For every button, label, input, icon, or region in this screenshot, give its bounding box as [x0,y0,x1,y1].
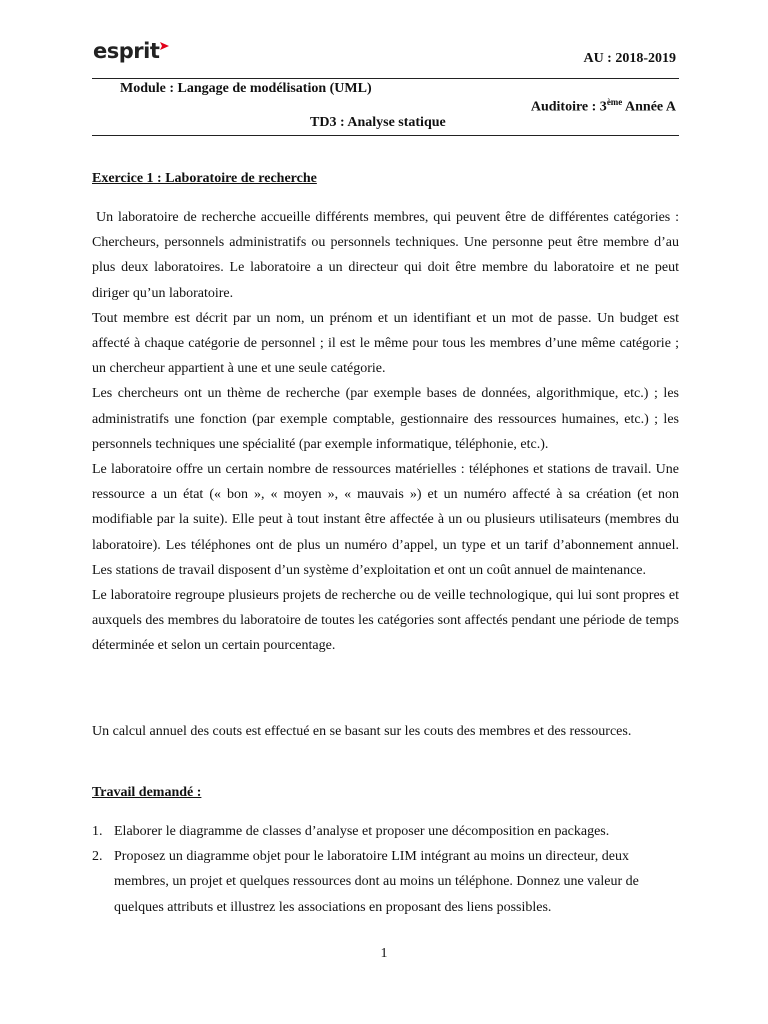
task-list [92,819,679,920]
page-number: 1 [380,946,388,961]
list-item [92,819,679,844]
calcul-paragraph: Un calcul annuel des couts est effectué en se basant sur les couts des membres et des ressources. [92,724,632,739]
paragraph: Le laboratoire regroupe plusieurs projets de recherche ou de veille technologique, qui lui sont propres et auxquels des membres du laboratoire de toutes les catégories sont affectés pendant une période de temps déterminée et selon un certain pourcentage. [92,588,679,654]
header-top-rule [92,78,679,79]
auditoire-prefix: Auditoire : 3 [530,99,607,115]
logo-text: esprit [93,39,160,63]
td-title: TD3 : Analyse statique [310,115,446,130]
esprit-logo [93,38,169,64]
logo-arrow-icon [160,42,169,50]
paragraph: Un laboratoire de recherche accueille différents membres, qui peuvent être de différentes catégories : Chercheurs, personnels administratifs ou personnels techniques. Une personne peut être membre d’au plus deux laboratoires. Le laboratoire a un directeur qui doit être membre du laboratoire et ne peut diriger qu’un laboratoire. [92,210,679,301]
header-bottom-rule [92,135,679,136]
paragraph: Tout membre est décrit par un nom, un prénom et un identifiant et un mot de passe. Un budget est affecté à chaque catégorie de personnel ; il est le même pour tous les membres d’une même catégorie ; un chercheur appartient à une et une seule catégorie. [92,310,679,377]
list-item [92,844,679,920]
auditoire-superscript: ème [606,97,623,107]
module-title: Module : Langage de modélisation (UML) [120,81,372,96]
list-item-number: 2. [92,849,103,865]
academic-year: AU : 2018-2019 [583,51,676,66]
list-item-text: Elaborer le diagramme de classes d’analyse et proposer une décomposition en packages. [114,824,610,839]
auditoire [531,97,676,116]
auditoire-suffix: Année A [622,99,676,115]
paragraph: Le laboratoire offre un certain nombre de ressources matérielles : téléphones et stations de travail. Une ressource a un état (« bon », « moyen », « mauvais ») et un numéro affecté à sa création (et non modifiable par la suite). Elle peut à tout instant être affectée à un ou plusieurs utilisateurs (membres du laboratoire). Les téléphones ont de plus un numéro d’appel, un type et un tarif d’abonnement annuel. Les stations de travail disposent d’un système d’exploitation et ont un coût annuel de maintenance. [92,462,679,578]
travail-title: Travail demandé : [92,785,202,800]
paragraph: Les chercheurs ont un thème de recherche (par exemple bases de données, algorithmique, etc.) ; les administratifs une fonction (par exemple comptable, gestionnaire des ressources humaines, etc.) ; les personnels techniques une spécialité (par exemple informatique, téléphonie, etc.). [92,386,679,452]
exercise-body [92,205,679,659]
exercise-title: Exercice 1 : Laboratoire de recherche [92,171,317,186]
list-item-number: 1. [92,824,103,839]
list-item-text: Proposez un diagramme objet pour le laboratoire LIM intégrant au moins un directeur, deux membres, un projet et quelques ressources dont au moins un téléphone. Donnez une valeur de quelques attributs et illustrez les associations en proposant des liens possibles. [114,849,639,915]
